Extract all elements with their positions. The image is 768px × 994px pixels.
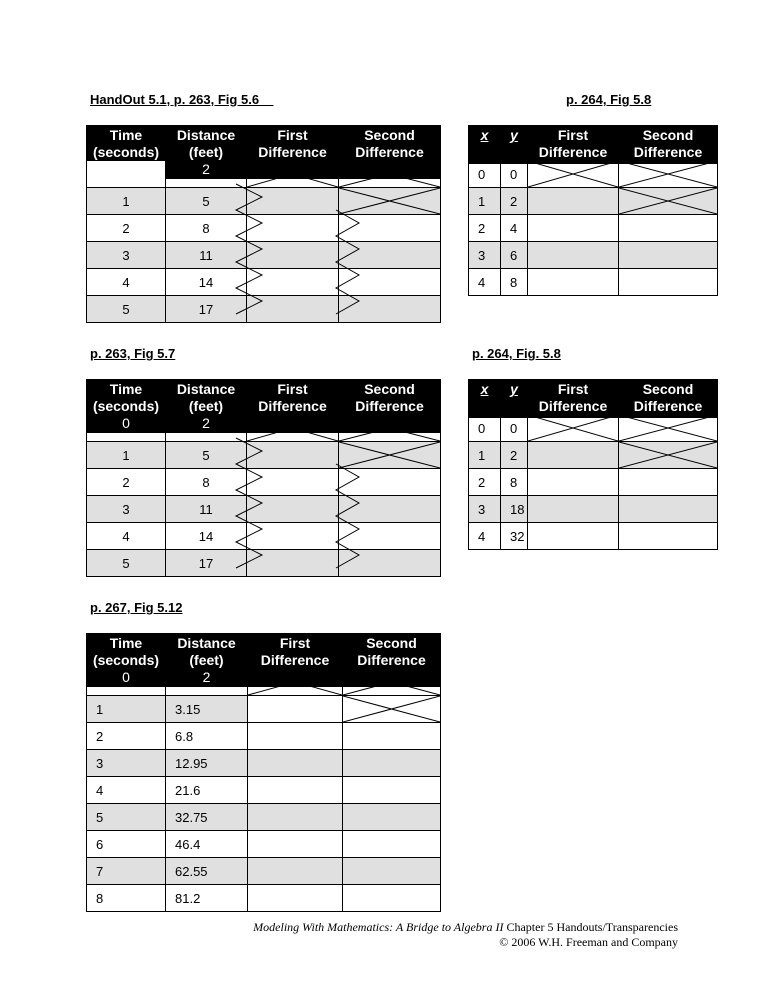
- table-row: 2 8: [87, 469, 441, 496]
- table-row: 1 3.15: [87, 696, 441, 723]
- table-row: 4 8: [469, 269, 718, 296]
- table-row: 1 5: [87, 188, 441, 215]
- table-row: 2 8: [87, 215, 441, 242]
- table-row: 3 11: [87, 242, 441, 269]
- header-y: y: [501, 380, 528, 418]
- table-fig-5-8-a: [468, 125, 718, 164]
- table-row: 5 17: [87, 550, 441, 577]
- table-row: 6 46.4: [87, 831, 441, 858]
- table-row: 4 14: [87, 523, 441, 550]
- table-row: 2 6.8: [87, 723, 441, 750]
- crossed-cell: [528, 415, 619, 442]
- table-fig-5-8-b: [468, 379, 718, 418]
- header-distance: Distance (feet) 2: [166, 380, 247, 433]
- header-first-difference: First Difference: [247, 380, 339, 433]
- header-first-difference: First Difference: [528, 126, 619, 164]
- table-row: 4 14: [87, 269, 441, 296]
- crossed-cell: [528, 161, 619, 188]
- crossed-cell: [619, 442, 718, 469]
- crossed-cell: [339, 188, 441, 215]
- crossed-cell: [248, 669, 343, 696]
- crossed-cell: [343, 669, 441, 696]
- crossed-cell: [339, 415, 441, 442]
- crossed-cell: [343, 696, 441, 723]
- table-row: 1 2: [469, 188, 718, 215]
- caption-fig-5-8-b: p. 264, Fig. 5.8: [472, 346, 561, 361]
- header-second-difference: Second Difference: [339, 380, 441, 433]
- book-title: Modeling With Mathematics: A Bridge to Algebra II: [253, 920, 504, 934]
- header-first-difference: First Difference: [247, 126, 339, 179]
- table-row: 2 4: [469, 215, 718, 242]
- header-time: Time (seconds): [87, 126, 166, 179]
- table-row: 8 81.2: [87, 885, 441, 912]
- table-row: 5 17: [87, 296, 441, 323]
- crossed-cell: [619, 188, 718, 215]
- caption-fig-5-6: HandOut 5.1, p. 263, Fig 5.6: [90, 92, 274, 107]
- header-x: x: [469, 380, 501, 418]
- table-row: 3 6: [469, 242, 718, 269]
- crossed-cell: [339, 161, 441, 188]
- table-row: 1 5: [87, 442, 441, 469]
- table-row: [87, 415, 441, 442]
- caption-fig-5-8-a: p. 264, Fig 5.8: [566, 92, 652, 107]
- table-fig-5-12-body: [86, 668, 441, 912]
- table-row: 3 11: [87, 496, 441, 523]
- table-row: 4 32: [469, 523, 718, 550]
- table-fig-5-6-body: [86, 160, 441, 323]
- table-fig-5-8-a-body: [468, 160, 718, 296]
- table-row: [87, 669, 441, 696]
- header-y: y: [501, 126, 528, 164]
- header-second-difference: Second Difference: [343, 634, 441, 687]
- table-row: 7 62.55: [87, 858, 441, 885]
- header-first-difference: First Difference: [248, 634, 343, 687]
- header-distance: Distance (feet) 2: [166, 634, 248, 687]
- table-row: 2 8: [469, 469, 718, 496]
- chapter-label: Chapter 5 Handouts/Transparencies: [503, 920, 678, 934]
- header-second-difference: Second Difference: [619, 126, 718, 164]
- page-footer: [253, 920, 678, 950]
- crossed-cell: [247, 415, 339, 442]
- header-x: x: [469, 126, 501, 164]
- caption-fig-5-7: p. 263, Fig 5.7: [90, 346, 176, 361]
- table-row: 5 32.75: [87, 804, 441, 831]
- header-distance: Distance (feet) 2: [166, 126, 247, 179]
- table-row: 3 18: [469, 496, 718, 523]
- header-first-difference: First Difference: [528, 380, 619, 418]
- header-time: Time (seconds) 0: [87, 380, 166, 433]
- table-row: 1 2: [469, 442, 718, 469]
- header-second-difference: Second Difference: [339, 126, 441, 179]
- table-row: 0 0: [469, 161, 718, 188]
- table-row: 4 21.6: [87, 777, 441, 804]
- caption-fig-5-12: p. 267, Fig 5.12: [90, 600, 183, 615]
- crossed-cell: [247, 161, 339, 188]
- table-row: 3 12.95: [87, 750, 441, 777]
- crossed-cell: [619, 161, 718, 188]
- table-fig-5-7-body: [86, 414, 441, 577]
- copyright: © 2006 W.H. Freeman and Company: [499, 935, 678, 949]
- header-time: Time (seconds) 0: [87, 634, 166, 687]
- crossed-cell: [339, 442, 441, 469]
- table-row: [87, 161, 441, 188]
- table-row: 0 0: [469, 415, 718, 442]
- crossed-cell: [619, 415, 718, 442]
- header-second-difference: Second Difference: [619, 380, 718, 418]
- table-fig-5-8-b-body: [468, 414, 718, 550]
